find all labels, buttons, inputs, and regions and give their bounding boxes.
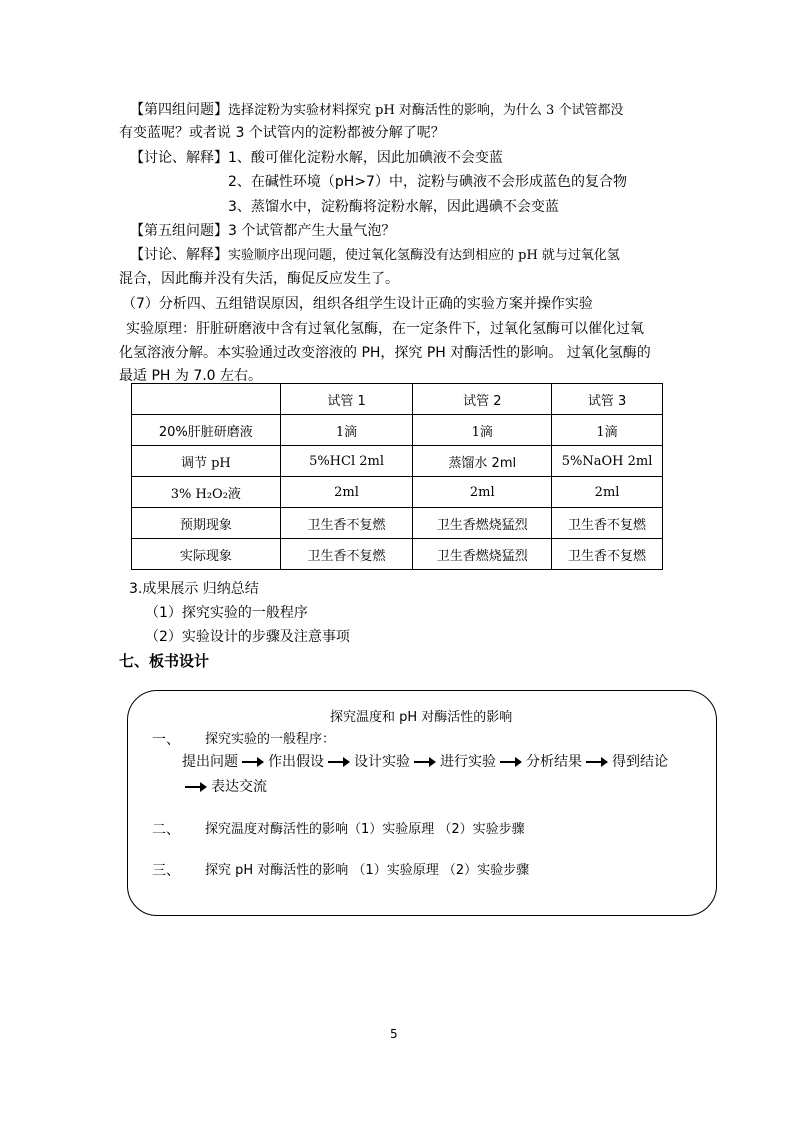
arrow-right-icon (328, 757, 350, 767)
group4-question-line1 (130, 99, 623, 122)
table-header-cell: 试管 1 (280, 384, 413, 415)
board-title: 探究温度和 pH 对酶活性的影响 (330, 710, 513, 725)
table-cell: 卫生香燃烧猛烈 (413, 508, 552, 539)
discussion-point-1: 1、酸可催化淀粉水解，因此加碘液不会变蓝 (228, 150, 503, 166)
arrow-right-icon (414, 757, 436, 767)
flow-step: 分析结果 (526, 754, 582, 770)
table-header-row (132, 384, 663, 415)
table-cell: 调节 pH (132, 446, 281, 477)
flow-step: 进行实验 (440, 754, 496, 770)
table-cell: 20%肝脏研磨液 (132, 415, 281, 446)
discussion-line1 (130, 147, 503, 169)
table-row (132, 415, 663, 446)
discussion-point-2: 2、在碱性环境（pH>7）中，淀粉与碘液不会形成蓝色的复合物 (228, 174, 627, 190)
flow-step: 提出问题 (182, 754, 238, 770)
principle-line1: 实验原理：肝脏研磨液中含有过氧化氢酶，在一定条件下，过氧化氢酶可以催化过氧 (126, 321, 644, 337)
group5-question-text: 3 个试管都产生大量气泡？ (228, 223, 396, 239)
table-cell: 卫生香不复燃 (552, 539, 663, 570)
board-item-1-number: 一、 (152, 732, 180, 748)
table-cell: 2ml (280, 477, 413, 508)
table-cell: 2ml (552, 477, 663, 508)
discussion2-line1 (130, 244, 620, 267)
page-number: 5 (390, 1027, 398, 1041)
table-cell: 2ml (413, 477, 552, 508)
group4-question-line2 (119, 122, 445, 144)
board-item-3-number: 三、 (152, 863, 180, 879)
experiment-table (131, 383, 663, 570)
group4-question-text-2: 有变蓝呢？或者说 3 个试管内的淀粉都被分解了呢？ (119, 125, 445, 141)
table-cell: 1滴 (413, 415, 552, 446)
summary-item-2: （2）实验设计的步骤及注意事项 (145, 629, 350, 645)
table-cell: 卫生香不复燃 (280, 539, 413, 570)
table-cell: 5%NaOH 2ml (552, 446, 663, 477)
table-cell: 卫生香不复燃 (280, 508, 413, 539)
discussion2-label: 【讨论、解释】 (130, 247, 228, 263)
board-flow (182, 751, 668, 773)
table-row (132, 477, 663, 508)
table-cell: 3% H₂O₂液 (132, 477, 281, 508)
group5-question (130, 220, 395, 242)
arrow-right-icon (586, 757, 608, 767)
table-cell: 预期现象 (132, 508, 281, 539)
flow-step: 作出假设 (268, 754, 324, 770)
table-row (132, 508, 663, 539)
board-item-1-text: 探究实验的一般程序： (205, 732, 336, 747)
table-cell: 卫生香燃烧猛烈 (413, 539, 552, 570)
discussion2-line2: 混合，因此酶并没有失活，酶促反应发生了。 (119, 271, 399, 287)
step7-text: （7）分析四、五组错误原因，组织各组学生设计正确的实验方案并操作实验 (122, 296, 593, 312)
summary-heading: 3.成果展示 归纳总结 (129, 581, 259, 597)
group4-question-text: 选择淀粉为实验材料探究 pH 对酶活性的影响，为什么 3 个试管都没 (228, 103, 624, 118)
group4-question-label: 【第四组问题】 (130, 102, 228, 118)
summary-item-1: （1）探究实验的一般程序 (145, 605, 308, 621)
table-cell: 1滴 (280, 415, 413, 446)
flow-step: 表达交流 (211, 779, 267, 795)
table-row (132, 446, 663, 477)
principle-line3: 最适 PH 为 7.0 左右。 (119, 368, 263, 384)
section7-title: 七、板书设计 (119, 652, 210, 670)
discussion2-text: 实验顺序出现问题，使过氧化氢酶没有达到相应的 pH 就与过氧化氢 (228, 248, 620, 263)
arrow-right-icon (500, 757, 522, 767)
table-header-cell: 试管 2 (413, 384, 552, 415)
table-cell: 卫生香不复燃 (552, 508, 663, 539)
table-header-cell: 试管 3 (552, 384, 663, 415)
table-cell: 1滴 (552, 415, 663, 446)
discussion-point-3: 3、蒸馏水中，淀粉酶将淀粉水解，因此遇碘不会变蓝 (228, 199, 559, 215)
board-item-2-text: 探究温度对酶活性的影响（1）实验原理 （2）实验步骤 (205, 822, 525, 837)
flow-step: 设计实验 (354, 754, 410, 770)
arrow-right-icon (185, 782, 207, 792)
principle-line2: 化氢溶液分解。本实验通过改变溶液的 PH，探究 PH 对酶活性的影响。 过氧化氢酶的 (119, 345, 651, 361)
group5-question-label: 【第五组问题】 (130, 223, 228, 239)
table-header-cell (132, 384, 281, 415)
table-cell: 5%HCl 2ml (280, 446, 413, 477)
board-item-3-text: 探究 pH 对酶活性的影响 （1）实验原理 （2）实验步骤 (205, 863, 530, 878)
board-flow-last (185, 776, 267, 798)
table-row (132, 539, 663, 570)
arrow-right-icon (242, 757, 264, 767)
board-item-2-number: 二、 (152, 822, 180, 838)
table-cell: 实际现象 (132, 539, 281, 570)
discussion-label: 【讨论、解释】 (130, 150, 228, 166)
table-cell: 蒸馏水 2ml (413, 446, 552, 477)
flow-step: 得到结论 (612, 754, 668, 770)
